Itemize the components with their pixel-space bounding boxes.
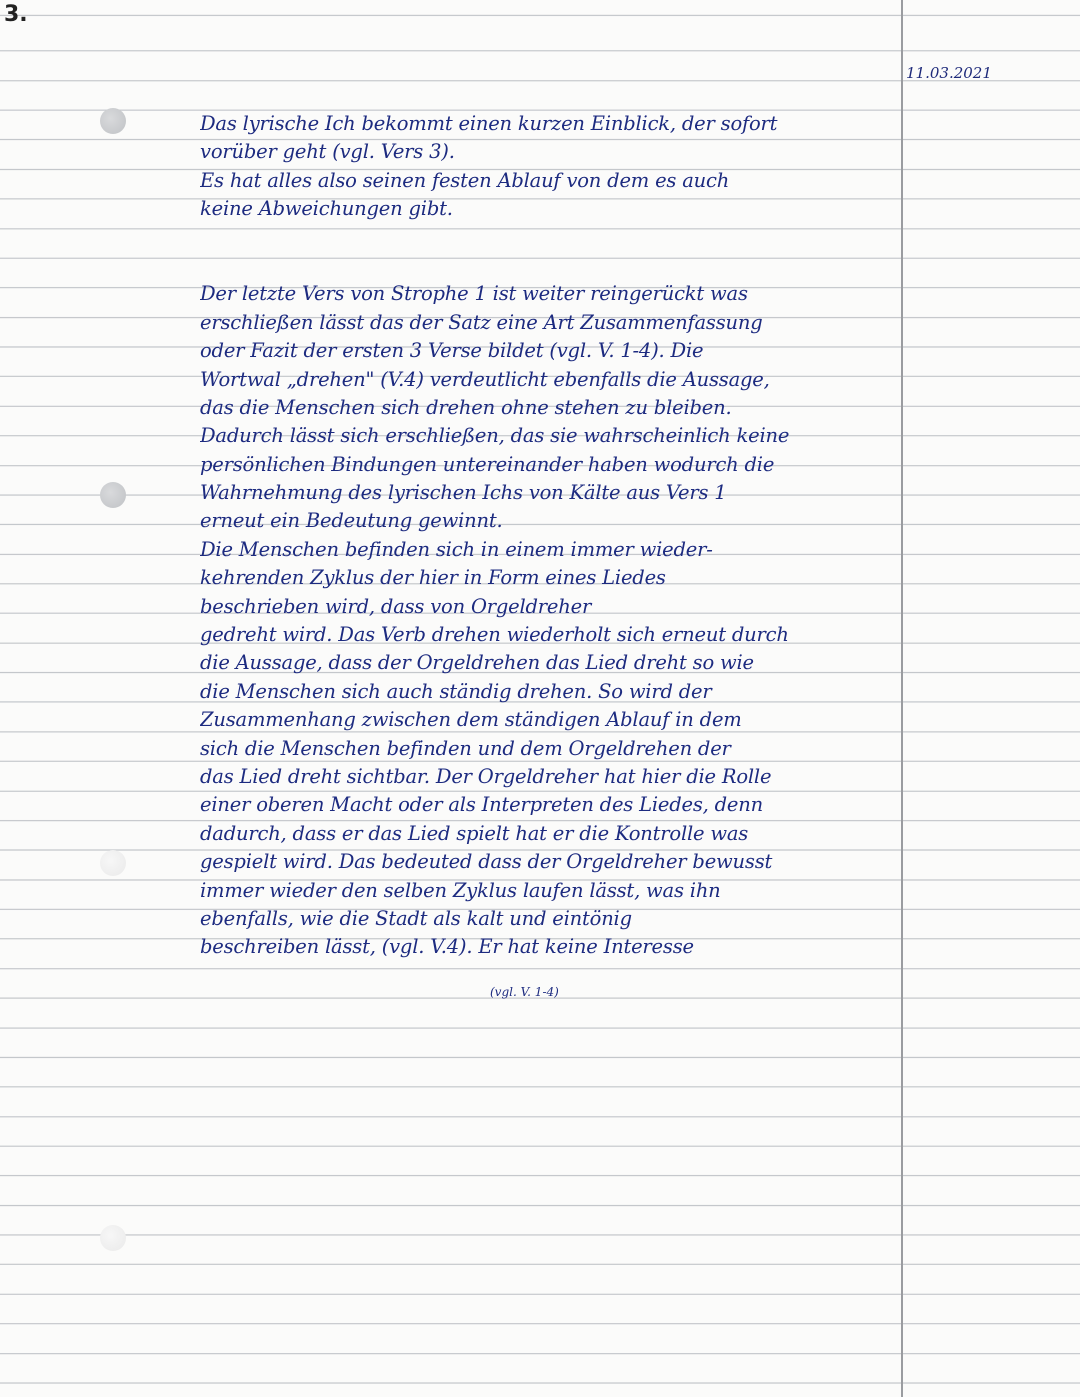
- text-line: Zusammenhang zwischen dem ständigen Ablauf in dem: [200, 708, 742, 732]
- text-line: das die Menschen sich drehen ohne stehen zu bleiben.: [200, 395, 732, 419]
- text-line: gespielt wird. Das bedeuted dass der Orgeldreher bewusst: [200, 850, 773, 874]
- text-line: Dadurch lässt sich erschließen, das sie wahrscheinlich keine: [200, 424, 790, 448]
- text-line: Die Menschen befinden sich in einem immer wieder-: [200, 537, 713, 561]
- punch-hole: [100, 1225, 126, 1251]
- text-line: das Lied dreht sichtbar. Der Orgeldreher hat hier die Rolle: [200, 765, 772, 788]
- insertion-note: (vgl. V. 1-4): [490, 985, 559, 999]
- punch-hole: [100, 108, 126, 134]
- date: 11.03.2021: [906, 64, 992, 82]
- text-line: beschrieben wird, dass von Orgeldreher: [200, 594, 592, 618]
- text-line: immer wieder den selben Zyklus laufen lässt, was ihn: [200, 878, 721, 902]
- handwritten-text: [200, 110, 904, 962]
- text-line: kehrenden Zyklus der hier in Form eines Liedes: [200, 566, 666, 590]
- text-line: sich die Menschen befinden und dem Orgeldrehen der: [200, 736, 731, 760]
- text-line: oder Fazit der ersten 3 Verse bildet (vgl. V. 1-4). Die: [200, 339, 704, 363]
- text-line: gedreht wird. Das Verb drehen wiederholt sich erneut durch: [200, 623, 789, 647]
- text-line: erneut ein Bedeutung gewinnt.: [200, 509, 503, 533]
- text-line: dadurch, dass er das Lied spielt hat er die Kontrolle was: [200, 821, 749, 845]
- text-line: erschließen lässt das der Satz eine Art Zusammenfassung: [200, 310, 763, 334]
- text-line: Es hat alles also seinen festen Ablauf von dem es auch: [200, 168, 730, 192]
- text-line: Der letzte Vers von Strophe 1 ist weiter reingerückt was: [200, 282, 748, 306]
- text-line: Wahrnehmung des lyrischen Ichs von Kälte aus Vers 1: [200, 481, 727, 505]
- punch-hole: [100, 850, 126, 876]
- text-line: Das lyrische Ich bekommt einen kurzen Einblick, der sofort: [200, 112, 778, 135]
- text-line: vorüber geht (vgl. Vers 3).: [200, 140, 455, 164]
- punch-hole: [100, 482, 126, 508]
- page-number: 3.: [4, 2, 28, 27]
- text-line: die Menschen sich auch ständig drehen. So wird der: [200, 679, 712, 703]
- paragraph-gap: [200, 224, 904, 281]
- text-line: Wortwal „drehen" (V.4) verdeutlicht ebenfalls die Aussage,: [200, 367, 770, 391]
- text-line: ebenfalls, wie die Stadt als kalt und eintönig: [200, 906, 632, 930]
- text-line: die Aussage, dass der Orgeldrehen das Lied dreht so wie: [200, 651, 754, 675]
- text-line: persönlichen Bindungen untereinander haben wodurch die: [200, 452, 775, 476]
- text-line: einer oberen Macht oder als Interpreten des Liedes, denn: [200, 793, 763, 817]
- text-line: keine Abweichungen gibt.: [200, 197, 453, 221]
- text-line: beschreiben lässt, (vgl. V.4). Er hat keine Interesse: [200, 935, 694, 959]
